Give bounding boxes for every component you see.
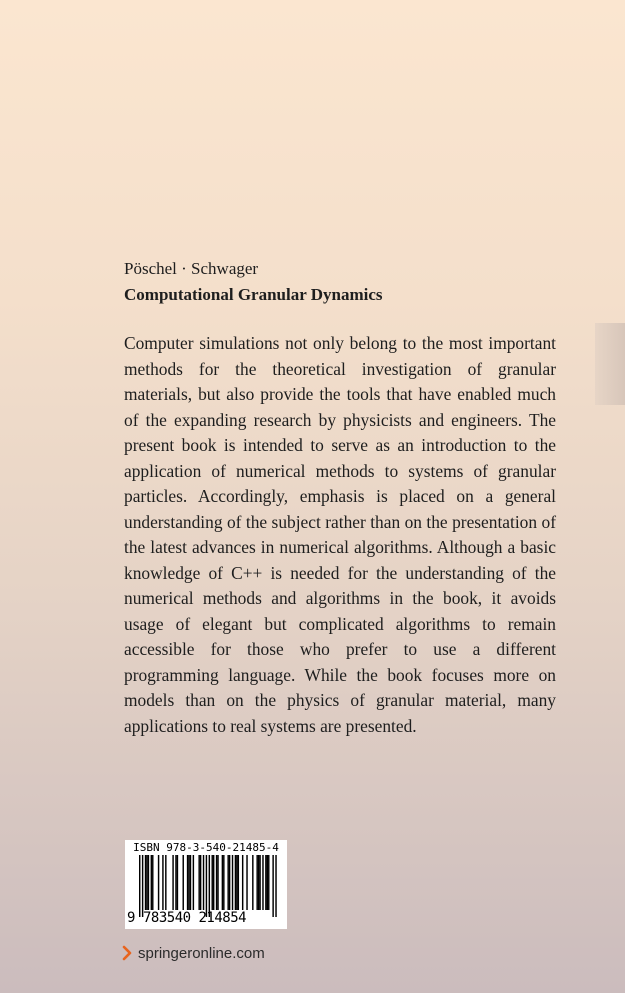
barcode-bar <box>229 855 230 910</box>
barcode-bar <box>258 855 259 910</box>
barcode-bar <box>172 855 173 910</box>
publisher-url[interactable]: springeronline.com <box>138 944 265 962</box>
barcode-bar <box>206 855 207 917</box>
barcode-bar <box>213 855 214 910</box>
barcode-bar <box>212 855 213 910</box>
book-description: Computer simulations not only belong to the most important methods for the theoretical investigation of granular materials, but also provide the tools that have enabled much of the expanding research by physicists and engineers. The present book is intended to serve as an introduction to the application of numerical methods to systems of granular particles. Accordingly, emphasis is placed on a general understanding of the subject rather than on the presentation of the latest advances in numerical algorithms. Although a basic knowledge of C++ is needed for the understanding of the numerical methods and algorithms in the book, it avoids usage of elegant but complicated algorithms to remain accessible for those who prefer to use a different programming language. While the book focuses more on models than on the physics of granular material, many applications to real systems are presented. <box>124 333 556 736</box>
barcode-bar <box>162 855 163 910</box>
isbn-barcode <box>125 840 287 929</box>
barcode-bar <box>232 855 233 910</box>
barcode-bar <box>222 855 223 910</box>
barcode-bar <box>235 855 236 910</box>
barcode-bar <box>188 855 189 910</box>
barcode-bar <box>158 855 159 910</box>
barcode-bar <box>242 855 243 910</box>
barcode-bar <box>262 855 263 910</box>
barcode-bar <box>139 855 140 917</box>
barcode-bar <box>272 855 273 917</box>
barcode-bar <box>265 855 266 910</box>
barcode-bar <box>252 855 253 910</box>
barcode-bar <box>223 855 224 910</box>
barcode-bar <box>183 855 184 910</box>
barcode-bar <box>203 855 204 910</box>
barcode-bar <box>268 855 269 910</box>
barcode-bar <box>209 855 210 917</box>
spine-tab <box>595 323 625 405</box>
barcode-bar <box>151 855 152 910</box>
barcode-bar <box>246 855 247 910</box>
barcode-bar <box>177 855 178 910</box>
barcode-bar <box>175 855 176 910</box>
ean-first-digit: 9 <box>127 910 135 926</box>
barcode-bar <box>200 855 201 910</box>
publisher-link[interactable] <box>122 943 265 963</box>
barcode-bar <box>217 855 218 910</box>
barcode-bar <box>187 855 188 910</box>
barcode-bar <box>256 855 257 910</box>
barcode-bar <box>259 855 260 910</box>
barcode-bar <box>190 855 191 910</box>
barcode-bar <box>142 855 143 917</box>
barcode-bar <box>216 855 217 910</box>
author-names: Pöschel · Schwager <box>124 259 259 278</box>
barcode-bar <box>267 855 268 910</box>
barcode-bar <box>148 855 149 910</box>
chevron-right-icon <box>122 945 132 961</box>
barcode-bar <box>198 855 199 910</box>
barcode-bar <box>227 855 228 910</box>
isbn-label: ISBN 978-3-540-21485-4 <box>133 841 279 854</box>
barcode-bar <box>152 855 153 910</box>
barcode-bar <box>236 855 237 910</box>
ean-remaining-digits: 783540 214854 <box>143 910 247 926</box>
barcode-bar <box>145 855 146 910</box>
barcode-bar <box>238 855 239 910</box>
barcode-bar <box>165 855 166 910</box>
barcode-bar <box>193 855 194 910</box>
book-title: Computational Granular Dynamics <box>124 285 383 304</box>
barcode-bar <box>275 855 276 917</box>
barcode-bar <box>146 855 147 910</box>
